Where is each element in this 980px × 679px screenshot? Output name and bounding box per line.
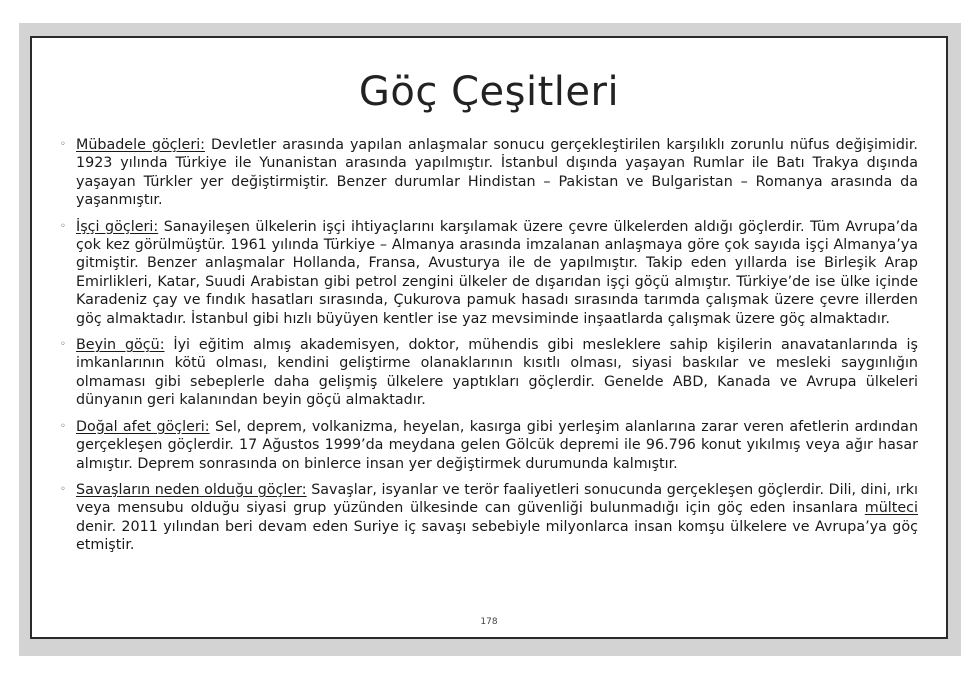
item-text: İyi eğitim almış akademisyen, doktor, mühendis gibi mesleklere sahip kişilerin anavatanlarında iş imkanlarının kötü olması, kendini geliştirme olanaklarının kısıtlı olması, siyasi baskılar ve mesleki saygınlığın olmaması gibi sebeplerle daha gelişmiş ülkelere yaptıkları göçlerdir. Genelde ABD, Kanada ve Avrupa ülkeleri dünyanın geri kalanından beyin göçü almaktadır.: [76, 337, 918, 409]
bullet-icon: ◦: [60, 139, 66, 150]
item-text: Sel, deprem, volkanizma, heyelan, kasırga gibi yerleşim alanlarına zarar veren afetlerin ardından gerçekleşen göçlerdir. 17 Ağustos 1999’da meydana gelen Gölcük depremi ile 96.796 konut yıkılmış veya ağır hasar almıştır. Deprem sonrasında on binlerce insan yer değiştirmek durumunda kalmıştır.: [76, 418, 918, 472]
item-term: Beyin göçü:: [76, 337, 165, 354]
list-item-isci: [60, 218, 918, 328]
page-number: 178: [480, 617, 498, 627]
item-term: Doğal afet göçleri:: [76, 418, 210, 435]
document-page: [30, 36, 948, 639]
item-text-after: denir. 2011 yılından beri devam eden Suriye iç savaşı sebebiyle milyonlarca insan komşu ülkelere ve Avrupa’ya göç etmiştir.: [76, 518, 918, 554]
bullet-icon: ◦: [60, 220, 66, 232]
list-item-mubadele: [60, 136, 918, 210]
item-term: Savaşların neden olduğu göçler:: [76, 481, 307, 498]
item-text: Sanayileşen ülkelerin işçi ihtiyaçlarını karşılamak üzere çevre ülkelerden aldığı göçlerdir. Tüm Avrupa’da çok kez görülmüştür. 1961 yılında Türkiye – Almanya arasında imzalanan anlaşmaya göre çok sayıda işçi Almanya’ya gitmiştir. Benzer anlaşmalar Hollanda, Fransa, Avusturya ile de yapılmıştır. Takip eden yıllarda ise Birleşik Arap Emirlikleri, Katar, Suudi Arabistan gibi petrol zengini ülkeler de dışarıdan işçi göçü almıştır. Türkiye’de ise ülke içinde Karadeniz çay ve fındık hasatları sırasında, Çukurova pamuk hasadı sırasında tarımda çalışmak üzere çevre illerden göç almaktadır. İstanbul gibi hızlı büyüyen kentler ise yaz mevsiminde inşaatlarda çalışmak üzere göç almaktadır.: [76, 218, 918, 327]
item-key-term: mülteci: [864, 500, 918, 517]
bullet-icon: ◦: [60, 339, 66, 351]
list-item-dogal-afet: [60, 418, 918, 473]
page-title: Göç Çeşitleri: [358, 69, 620, 115]
migration-types-list: [60, 136, 918, 563]
item-term: İşçi göçleri:: [76, 218, 159, 235]
item-term: Mübadele göçleri:: [76, 137, 205, 153]
item-text: Devletler arasında yapılan anlaşmalar sonucu gerçekleştirilen karşılıklı zorunlu nüfus değişimidir. 1923 yılında Türkiye ile Yunanistan arasında yapılmıştır. İstanbul dışında yaşayan Rumlar ile Batı Trakya dışında yaşayan Türkler yer değiştirmiştir. Benzer durumlar Hindistan – Pakistan ve Bulgaristan – Romanya arasında da yaşanmıştır.: [76, 137, 918, 209]
list-item-beyin: [60, 336, 918, 410]
item-text: Savaşlar, isyanlar ve terör faaliyetleri sonucunda gerçekleşen göçlerdir. Dili, dini, ırkı veya mensubu olduğu siyasi grup yüzünden ülkesinde can güvenliği bulunmadığı için göç eden insanlara: [76, 481, 918, 517]
list-item-savas: [60, 481, 918, 555]
bullet-icon: ◦: [60, 483, 66, 495]
bullet-icon: ◦: [60, 420, 66, 432]
